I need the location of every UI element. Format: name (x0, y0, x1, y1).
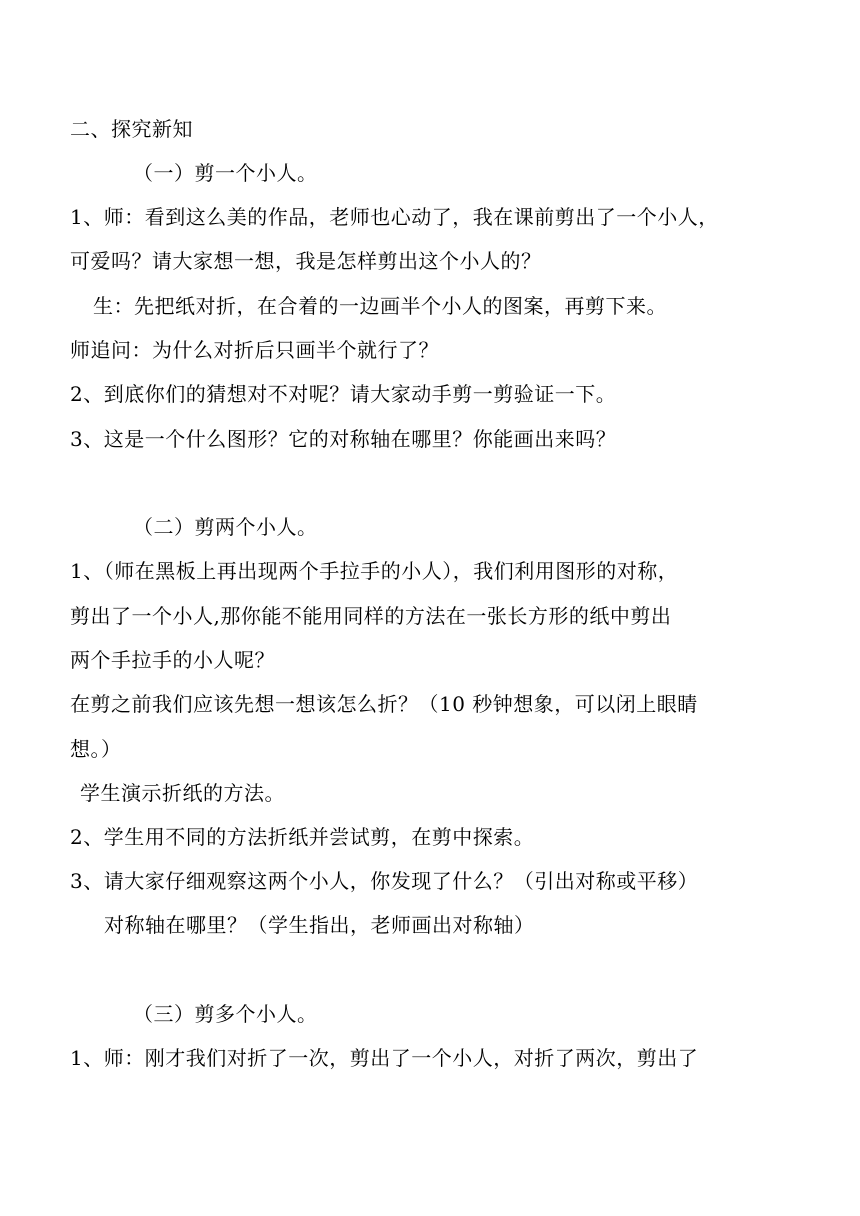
subsection-heading: （三）剪多个小人。 (133, 1002, 318, 1026)
paragraph-line: 2、学生用不同的方法折纸并尝试剪，在剪中探索。 (70, 825, 535, 849)
paragraph-line: 3、请大家仔细观察这两个小人，你发现了什么？（引出对称或平移） (70, 869, 699, 893)
subsection-heading: （一）剪一个小人。 (133, 161, 318, 185)
paragraph-line: 师追问：为什么对折后只画半个就行了？ (70, 338, 439, 362)
paragraph-line: 学生演示折纸的方法。 (80, 781, 285, 805)
paragraph-line: 1、师：看到这么美的作品，老师也心动了，我在课前剪出了一个小人， (70, 205, 719, 229)
paragraph-line: 对称轴在哪里？（学生指出，老师画出对称轴） (104, 913, 535, 937)
paragraph-line: 1、（师在黑板上再出现两个手拉手的小人），我们利用图形的对称， (70, 559, 679, 583)
paragraph-line: 想。） (70, 737, 122, 761)
paragraph-line: 两个手拉手的小人呢？ (70, 648, 275, 672)
section-heading: 二、探究新知 (70, 117, 193, 141)
paragraph-line: 1、师：刚才我们对折了一次，剪出了一个小人，对折了两次，剪出了 (70, 1046, 699, 1070)
paragraph-line: 可爱吗？请大家想一想，我是怎样剪出这个小人的？ (70, 249, 542, 273)
subsection-heading: （二）剪两个小人。 (133, 515, 318, 539)
paragraph-line: 3、这是一个什么图形？它的对称轴在哪里？你能画出来吗？ (70, 427, 617, 451)
paragraph-line: 剪出了一个小人,那你能不能用同样的方法在一张长方形的纸中剪出 (70, 604, 672, 628)
paragraph-line: 2、到底你们的猜想对不对呢？请大家动手剪一剪验证一下。 (70, 382, 617, 406)
paragraph-line: 生：先把纸对折，在合着的一边画半个小人的图案，再剪下来。 (93, 294, 667, 318)
paragraph-line: 在剪之前我们应该先想一想该怎么折？（10 秒钟想象，可以闭上眼睛 (70, 692, 698, 716)
